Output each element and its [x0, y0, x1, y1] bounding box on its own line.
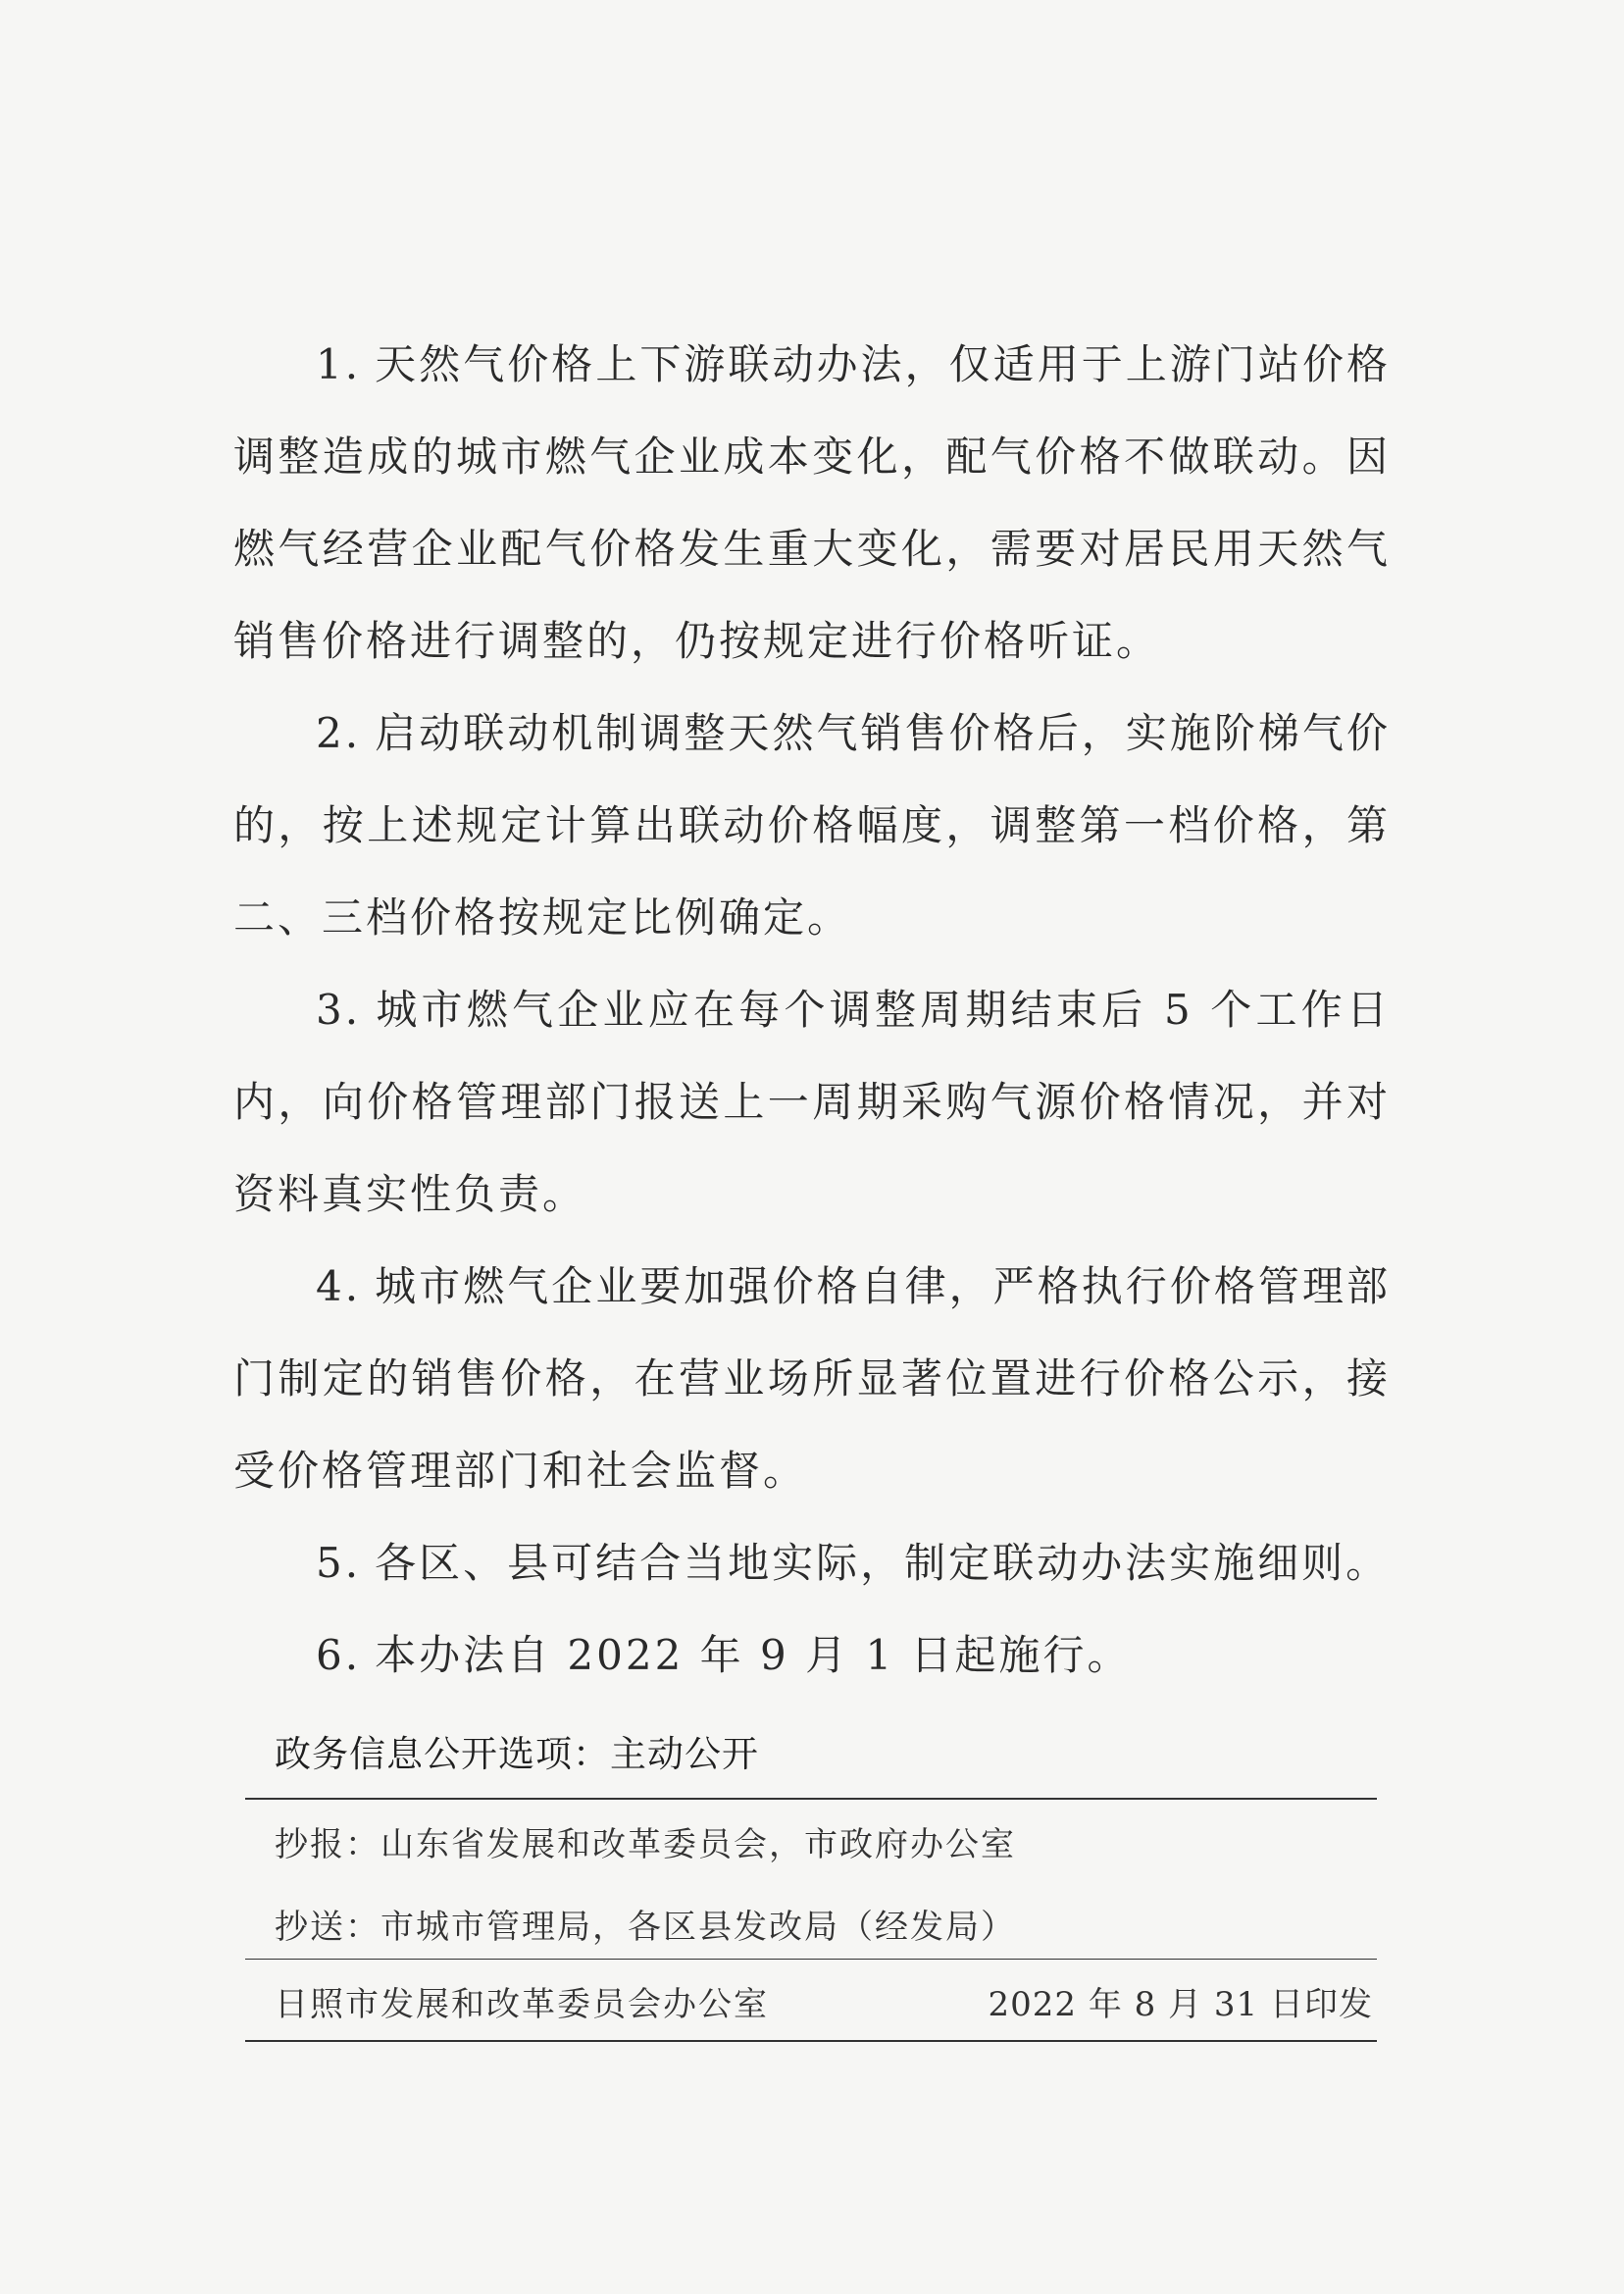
paragraph-number: 4. — [316, 1262, 362, 1310]
paragraph-4 — [233, 1241, 1391, 1517]
disclosure-option: 政务信息公开选项：主动公开 — [275, 1733, 759, 1775]
paragraph-number: 2. — [316, 709, 362, 757]
paragraph-text: 城市燃气企业要加强价格自律，严格执行价格管理部门制定的销售价格，在营业场所显著位置进行价格公示，接受价格管理部门和社会监督。 — [233, 1262, 1391, 1495]
divider-top — [245, 1798, 1377, 1800]
paragraph-text: 天然气价格上下游联动办法，仅适用于上游门站价格调整造成的城市燃气企业成本变化，配气价格不做联动。因燃气经营企业配气价格发生重大变化，需要对居民用天然气销售价格进行调整的，仍按规定进行价格听证。 — [233, 340, 1391, 665]
paragraph-6 — [233, 1609, 1391, 1702]
paragraph-number: 1. — [316, 340, 362, 388]
paragraph-5 — [233, 1517, 1391, 1609]
paragraph-number: 3. — [316, 986, 362, 1034]
paragraph-text: 城市燃气企业应在每个调整周期结束后 5 个工作日内，向价格管理部门报送上一周期采购气源价格情况，并对资料真实性负责。 — [233, 986, 1391, 1218]
issue-date: 2022 年 8 月 31 日印发 — [988, 1985, 1373, 2024]
paragraph-text: 各区、县可结合当地实际，制定联动办法实施细则。 — [375, 1539, 1391, 1587]
paragraph-number: 5. — [316, 1539, 362, 1587]
issuing-office: 日照市发展和改革委员会办公室 — [275, 1985, 769, 2024]
copy-to-line: 抄送：市城市管理局，各区县发改局（经发局） — [275, 1908, 1016, 1947]
paragraph-number: 6. — [316, 1631, 362, 1679]
paragraph-1 — [233, 319, 1391, 688]
report-to-line: 抄报：山东省发展和改革委员会，市政府办公室 — [275, 1825, 1016, 1864]
divider-bottom — [245, 2040, 1377, 2042]
paragraph-text: 启动联动机制调整天然气销售价格后，实施阶梯气价的，按上述规定计算出联动价格幅度，调整第一档价格，第二、三档价格按规定比例确定。 — [233, 709, 1391, 942]
paragraph-text: 本办法自 2022 年 9 月 1 日起施行。 — [375, 1631, 1132, 1679]
paragraph-3 — [233, 964, 1391, 1241]
divider-middle — [245, 1959, 1377, 1960]
document-body — [233, 319, 1391, 1702]
paragraph-2 — [233, 688, 1391, 964]
